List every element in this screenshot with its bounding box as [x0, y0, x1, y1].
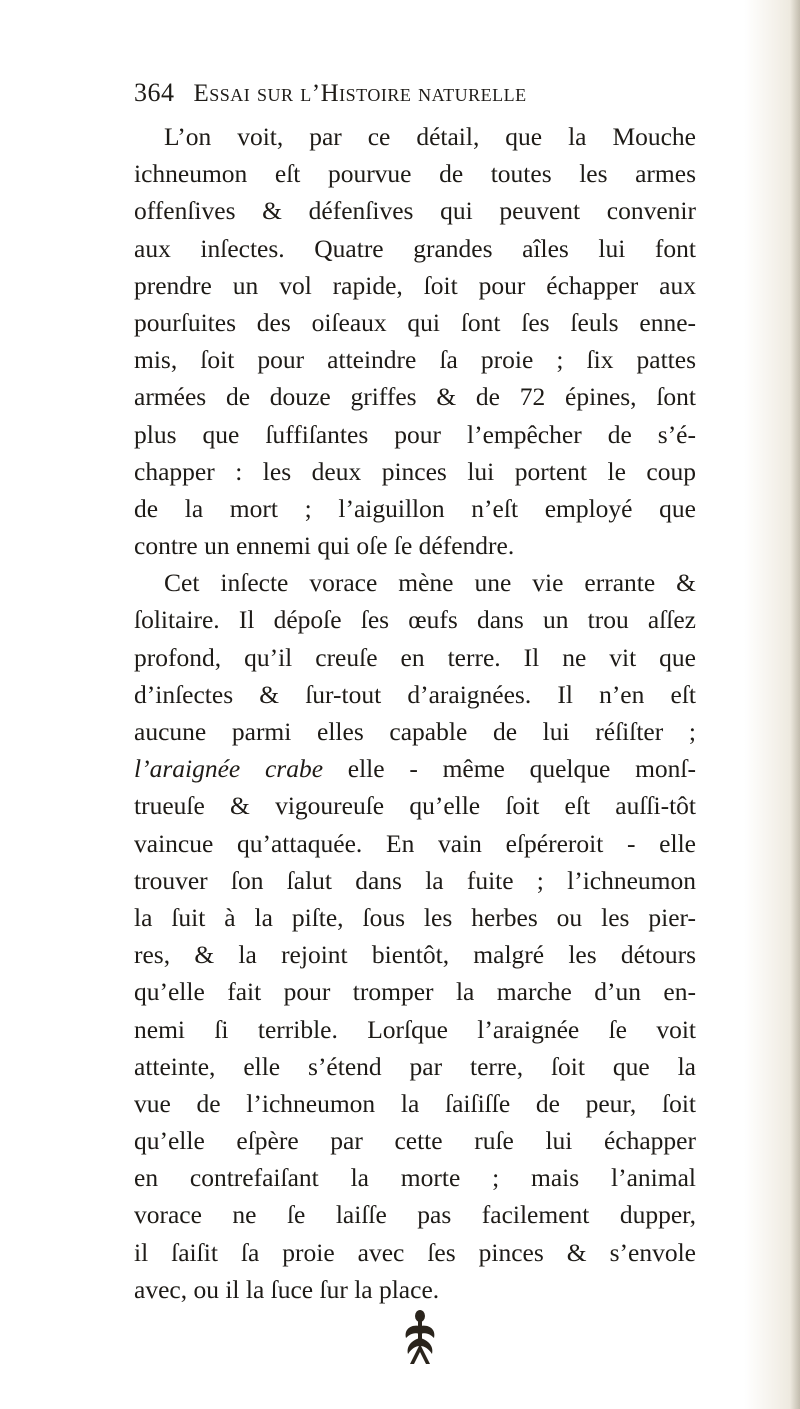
- fleuron-icon: [396, 1308, 444, 1368]
- text-line: offenſives & défenſives qui peuvent convenir: [134, 196, 696, 226]
- italic-term: l’araignée crabe: [134, 754, 324, 784]
- text-line: prendre un vol rapide, ſoit pour échapper aux: [134, 270, 696, 300]
- text-line: atteinte, elle s’étend par terre, ſoit que la: [134, 1051, 696, 1081]
- page-number: 364: [134, 78, 175, 107]
- text-line: Cet inſecte vorace mène une vie errante &: [164, 568, 696, 598]
- text-line: avec, ou il la ſuce ſur la place.: [134, 1274, 440, 1304]
- text-line: aucune parmi elles capable de lui réſiſter ;: [134, 717, 696, 746]
- text-line: nemi ſi terrible. Lorſque l’araignée ſe voit: [134, 1014, 696, 1044]
- text-line: profond, qu’il creuſe en terre. Il ne vit que: [134, 642, 696, 672]
- text-line: res, & la rejoint bientôt, malgré les détours: [134, 940, 696, 970]
- text-line: vue de l’ichneumon la ſaiſiſſe de peur, ſoit: [134, 1088, 696, 1118]
- text-line-with-italic: [134, 750, 696, 787]
- text-line: qu’elle eſpère par cette ruſe lui échapper: [134, 1126, 696, 1156]
- body-text: [134, 118, 696, 1308]
- text-line: la ſuit à la piſte, ſous les herbes ou les pier-: [134, 902, 696, 932]
- text-line: ichneumon eſt pourvue de toutes les armes: [134, 159, 696, 189]
- text-line: plus que ſuffiſantes pour l’empêcher de s’é-: [134, 419, 696, 449]
- text-line: de la mort ; l’aiguillon n’eſt employé que: [134, 493, 696, 523]
- text-line: chapper : les deux pinces lui portent le coup: [134, 456, 696, 486]
- text-line: vaincue qu’attaquée. En vain eſpéreroit - elle: [134, 828, 696, 858]
- text-line: trouver ſon ſalut dans la fuite ; l’ichneumon: [134, 865, 696, 895]
- text-line: d’inſectes & ſur-tout d’araignées. Il n’en eſt: [134, 679, 696, 709]
- text-line: trueuſe & vigoureuſe qu’elle ſoit eſt auſſi-tôt: [134, 791, 696, 821]
- text-line: armées de douze griffes & de 72 épines, ſont: [134, 382, 696, 412]
- text-line: pourſuites des oiſeaux qui ſont ſes ſeuls enne-: [134, 307, 696, 337]
- text-line: en contrefaiſant la morte ; mais l’animal: [134, 1163, 696, 1193]
- text-line: contre un ennemi qui oſe ſe défendre.: [134, 531, 515, 561]
- text-line: qu’elle fait pour tromper la marche d’un en-: [134, 977, 696, 1007]
- text-line: vorace ne ſe laiſſe pas facilement dupper,: [134, 1200, 696, 1230]
- text-line: mis, ſoit pour atteindre ſa proie ; ſix pattes: [134, 345, 696, 375]
- text-line-rest: elle - même quelque monſ-: [347, 754, 696, 784]
- text-line: aux inſectes. Quatre grandes aîles lui font: [134, 233, 696, 263]
- running-header: [134, 78, 694, 114]
- page-edge-shadow: [790, 0, 800, 1409]
- text-line: L’on voit, par ce détail, que la Mouche: [164, 122, 696, 151]
- text-line: il ſaiſit ſa proie avec ſes pinces & s’envole: [134, 1237, 696, 1267]
- text-line: ſolitaire. Il dépoſe ſes œufs dans un trou aſſez: [134, 605, 696, 635]
- running-title: Essai sur l’Histoire naturelle: [193, 80, 527, 107]
